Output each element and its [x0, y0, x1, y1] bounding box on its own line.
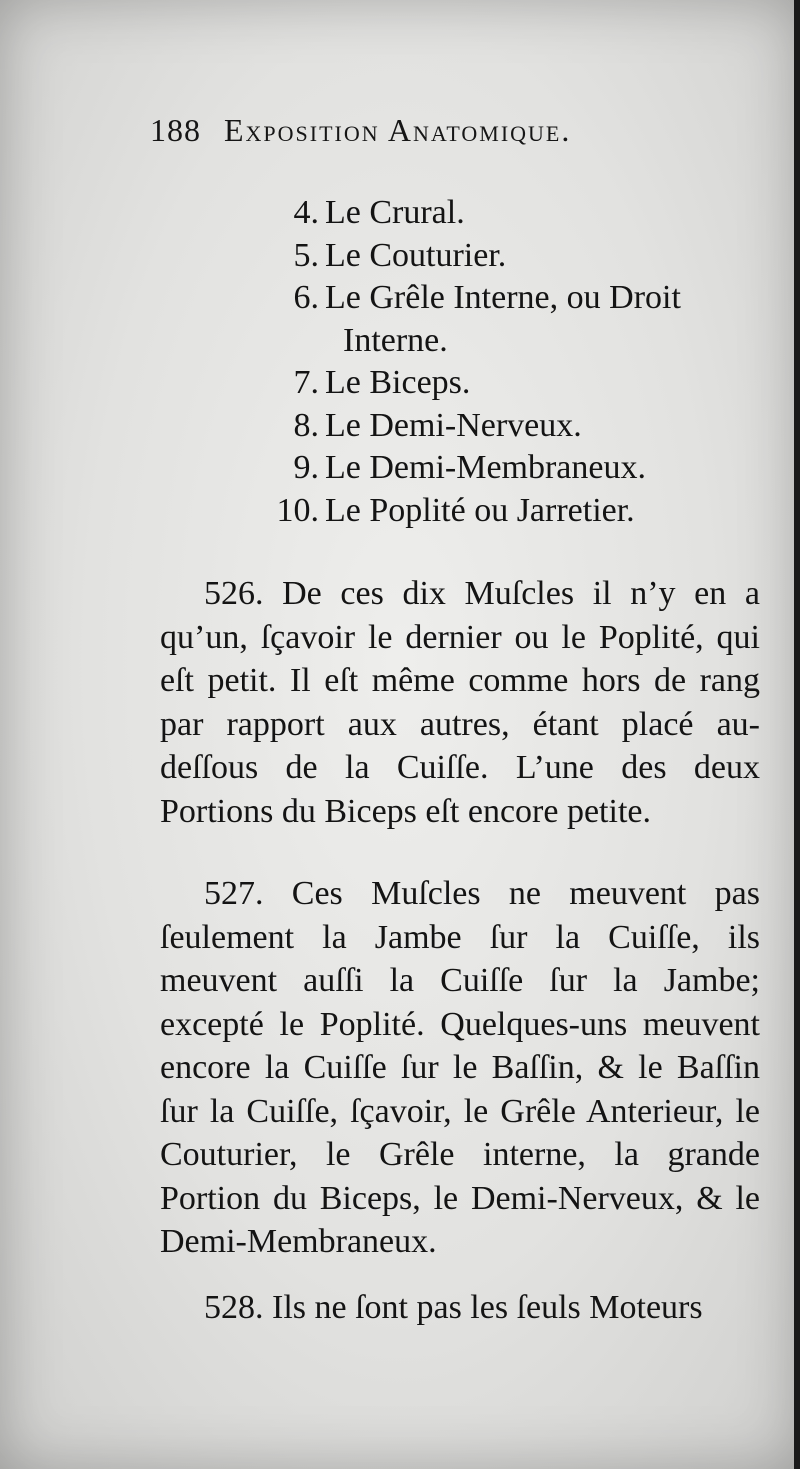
list-item-number: 8.	[293, 406, 319, 444]
list-item-number: 5.	[293, 236, 319, 274]
list-item-number: 7.	[293, 364, 319, 401]
list-item-text: Le Demi-Membraneux.	[325, 449, 646, 486]
list-item	[255, 490, 775, 533]
paragraph-528: 528. Ils ne ſont pas les ſeuls Moteurs	[204, 1289, 703, 1326]
running-header	[150, 112, 710, 149]
list-item-number: 9.	[293, 449, 319, 486]
list-item-number: 4.	[293, 194, 319, 231]
list-item-text: Le Crural.	[325, 194, 465, 231]
list-item	[255, 362, 775, 405]
list-item-number: 6.	[293, 279, 319, 316]
muscle-list	[255, 192, 775, 532]
list-item	[255, 235, 775, 278]
list-item-number: 10.	[276, 491, 319, 529]
list-item	[255, 277, 775, 320]
list-item-continuation-text: Interne.	[343, 321, 448, 359]
list-item-text: Le Demi-Nerveux.	[325, 406, 582, 444]
list-item	[255, 447, 775, 490]
list-item	[255, 192, 775, 235]
list-item	[255, 405, 775, 448]
paragraph-526: 526. De ces dix Muſcles il n’y en a qu’un, ſçavoir le dernier ou le Poplité, qui eſt petit. Il eſt même comme hors de rang par rapport aux autres, étant placé au-deſſous de la Cuiſſe. L’une des deux Portions du Biceps eſt encore petite.	[160, 575, 760, 830]
list-item-text: Le Grêle Interne, ou Droit	[325, 279, 681, 316]
list-item-text: Le Poplité ou Jarretier.	[325, 491, 635, 529]
page-edge-shadow	[794, 0, 800, 1469]
running-title: Exposition Anatomique.	[224, 112, 572, 148]
paragraph-527: 527. Ces Muſcles ne meuvent pas ſeulement la Jambe ſur la Cuiſſe, ils meuvent auſſi la Cuiſſe ſur la Jambe; excepté le Poplité. Quelques-uns meuvent encore la Cuiſſe ſur le Baſſin, & le Baſſin ſur la Cuiſſe, ſçavoir, le Grêle Anterieur, le Couturier, le Grêle interne, la grande Portion du Biceps, le Demi-Nerveux, & le Demi-Membraneux.	[160, 875, 760, 1260]
page-number: 188	[150, 112, 201, 148]
list-item-text: Le Couturier.	[325, 236, 507, 274]
list-item-text: Le Biceps.	[325, 364, 471, 401]
list-item-continuation	[255, 320, 775, 363]
